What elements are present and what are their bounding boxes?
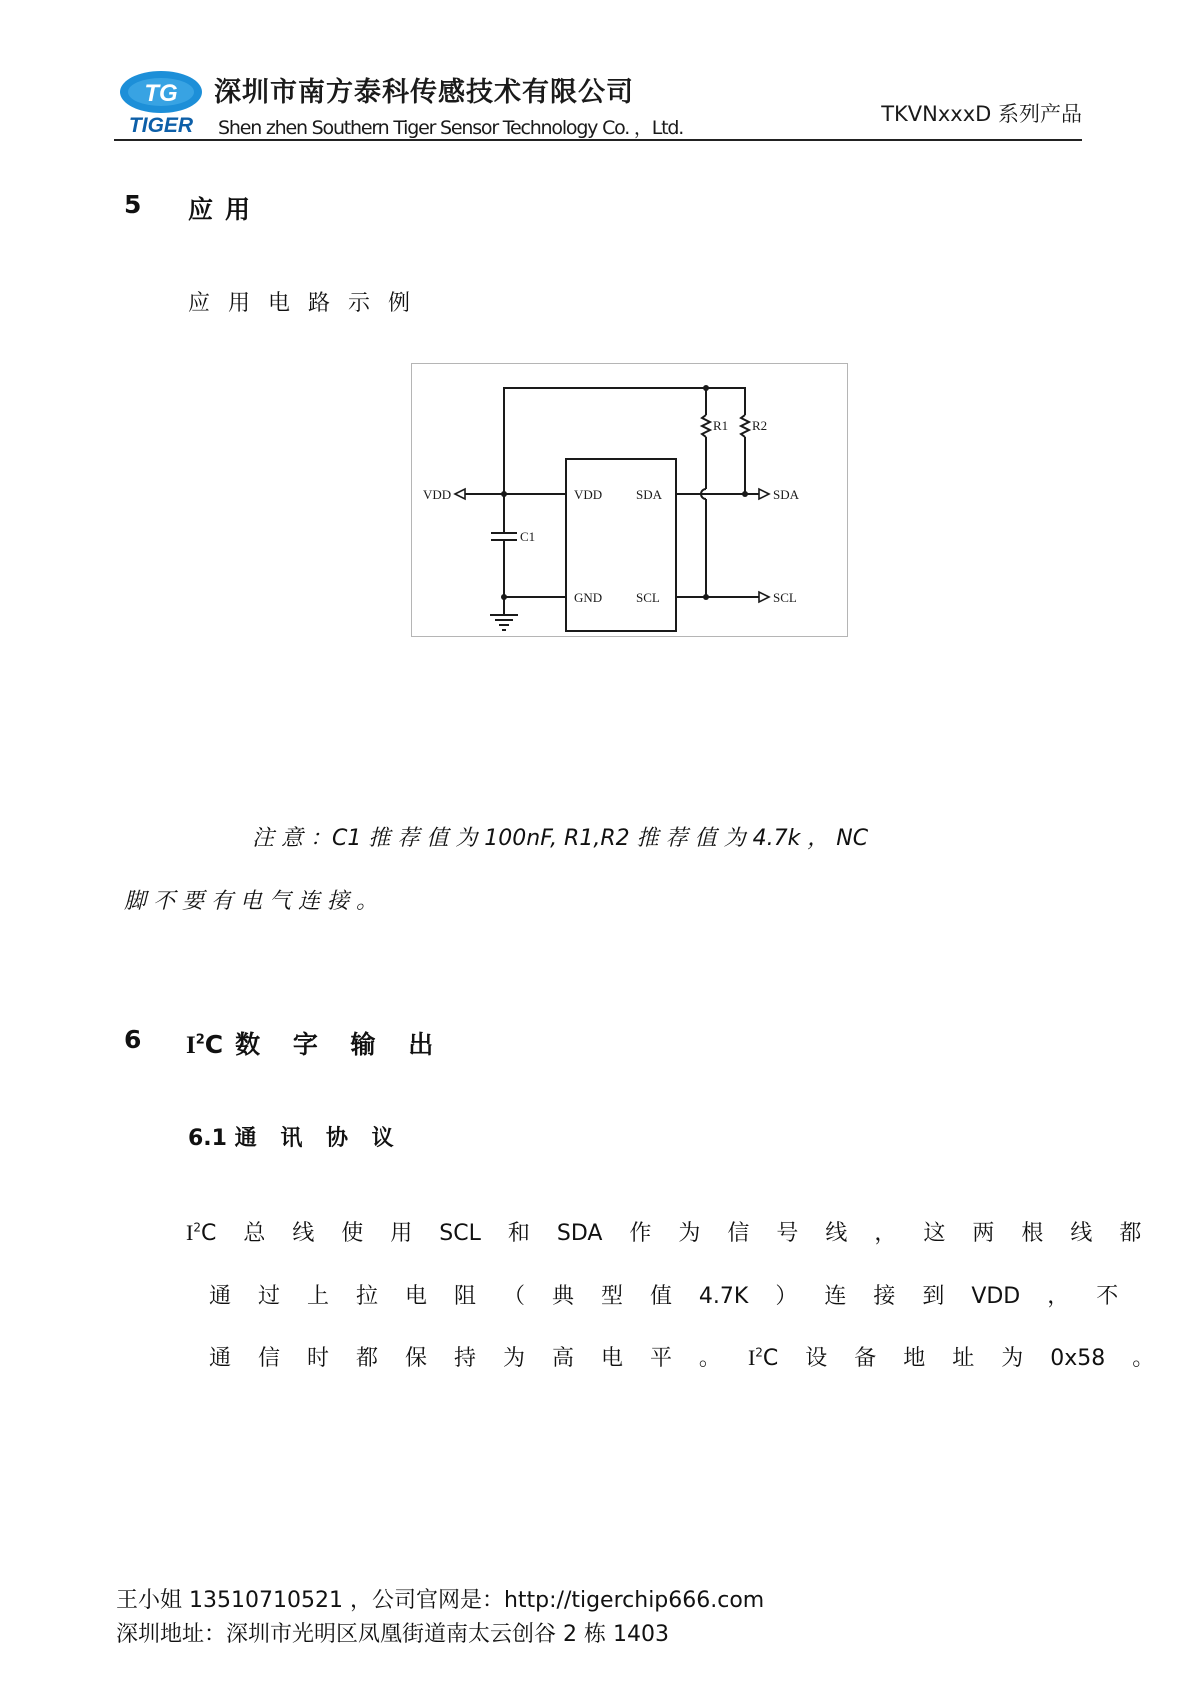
paragraph-line-2: 通 过 上 拉 电 阻 （ 典 型 值 4.7K ） 连 接 到 VDD ， 不 bbox=[209, 1284, 1119, 1309]
header-divider bbox=[114, 139, 1082, 141]
section-6-1-heading bbox=[188, 1121, 402, 1152]
note-line-2: 脚 不 要 有 电 气 连 接 。 bbox=[124, 889, 378, 914]
company-logo bbox=[118, 68, 204, 138]
company-name-en: Shen zhen Southern Tiger Sensor Technology Co. ，Ltd. bbox=[218, 117, 684, 139]
section-6-number: 6 bbox=[124, 1025, 142, 1054]
paragraph-line-3: 通 信 时 都 保 持 为 高 电 平 。 $I^2C$ 设 备 地 址 为 0x58 。 bbox=[209, 1345, 1155, 1371]
chip-pin-scl: SCL bbox=[636, 590, 660, 605]
label-r1: R1 bbox=[713, 418, 729, 433]
label-c1: C1 bbox=[520, 529, 536, 544]
chip-pin-gnd: GND bbox=[574, 590, 603, 605]
logo-initials: TG bbox=[144, 80, 178, 107]
section-6-1-title: 通 讯 协 议 bbox=[234, 1126, 402, 1151]
section-6-1-number: 6.1 bbox=[188, 1126, 227, 1151]
footer-address: 深圳地址：深圳市光明区凤凰街道南太云创谷 2 栋 1403 bbox=[116, 1622, 669, 1647]
product-series: TKVNxxxD 系列产品 bbox=[881, 102, 1082, 126]
label-sda-external: SDA bbox=[773, 487, 800, 502]
logo-brand: TIGER bbox=[128, 114, 194, 137]
application-circuit-diagram bbox=[411, 363, 848, 637]
label-vdd-external: VDD bbox=[423, 487, 452, 502]
label-r2: R2 bbox=[752, 418, 768, 433]
section-5-subtitle: 应用电路示例 bbox=[188, 291, 429, 316]
paragraph-line-1: $I^2C$ 总 线 使 用 SCL 和 SDA 作 为 信 号 线 ， 这 两 根 线 都 bbox=[186, 1220, 1142, 1246]
footer-contact: 王小姐 13510710521 ，公司官网是：http://tigerchip666.com bbox=[116, 1588, 765, 1613]
section-5-number: 5 bbox=[124, 190, 142, 219]
chip-pin-vdd: VDD bbox=[574, 487, 603, 502]
chip-pin-sda: SDA bbox=[636, 487, 663, 502]
company-name-cn: 深圳市南方泰科传感技术有限公司 bbox=[214, 77, 634, 108]
note-line-1: 注 意 ：C1 推 荐 值 为 100nF, R1,R2 推 荐 值 为 4.7k ， NC bbox=[252, 826, 869, 851]
label-scl-external: SCL bbox=[773, 590, 797, 605]
section-5-title: 应用 bbox=[188, 195, 263, 224]
section-6-title: $I^2C$数 字 输 出 bbox=[186, 1030, 446, 1059]
